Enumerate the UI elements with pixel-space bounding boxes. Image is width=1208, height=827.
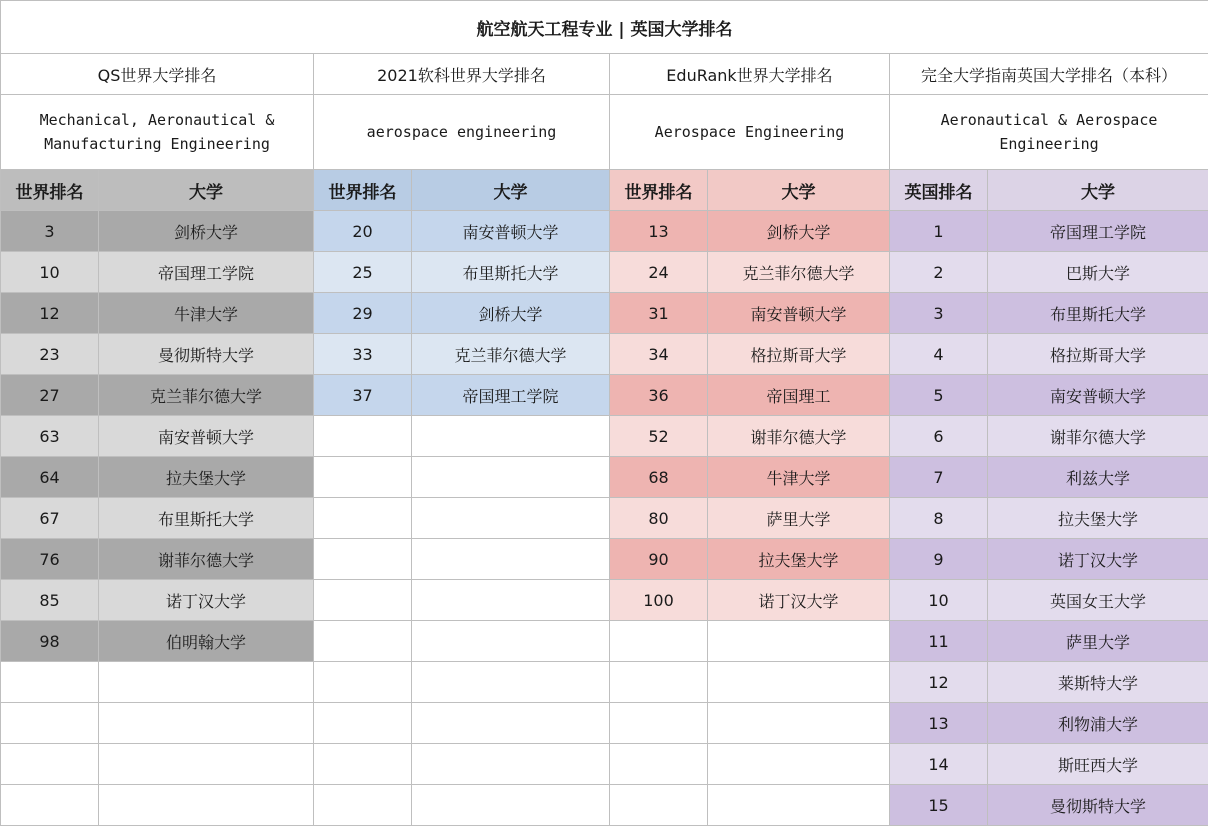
empty-cell [314, 498, 412, 539]
qs-uni-header: 大学 [99, 170, 314, 211]
edurank-source-name: EduRank世界大学排名 [610, 54, 890, 95]
qs-uni-cell: 曼彻斯特大学 [99, 334, 314, 375]
table-row [1, 293, 1208, 334]
qs-rank-header: 世界排名 [1, 170, 99, 211]
empty-cell [412, 785, 610, 826]
cug-uni-cell: 拉夫堡大学 [988, 498, 1208, 539]
qs-rank-cell: 67 [1, 498, 99, 539]
edurank-uni-cell: 格拉斯哥大学 [708, 334, 890, 375]
empty-cell [412, 662, 610, 703]
edurank-uni-cell: 帝国理工 [708, 375, 890, 416]
qs-uni-cell: 布里斯托大学 [99, 498, 314, 539]
empty-cell [610, 744, 708, 785]
edurank-rank-cell: 52 [610, 416, 708, 457]
ruanke-uni-cell: 克兰菲尔德大学 [412, 334, 610, 375]
cug-uni-cell: 斯旺西大学 [988, 744, 1208, 785]
qs-rank-cell: 76 [1, 539, 99, 580]
empty-cell [412, 744, 610, 785]
empty-cell [314, 662, 412, 703]
empty-cell [1, 703, 99, 744]
qs-source-name: QS世界大学排名 [1, 54, 314, 95]
edurank-rank-cell: 68 [610, 457, 708, 498]
qs-uni-cell: 谢菲尔德大学 [99, 539, 314, 580]
ruanke-subject [314, 95, 610, 170]
empty-cell [412, 457, 610, 498]
empty-cell [412, 539, 610, 580]
cug-rank-cell: 1 [890, 211, 988, 252]
edurank-rank-cell: 100 [610, 580, 708, 621]
qs-uni-cell: 诺丁汉大学 [99, 580, 314, 621]
empty-cell [412, 416, 610, 457]
edurank-rank-cell: 34 [610, 334, 708, 375]
qs-subject-text: Mechanical, Aeronautical & Manufacturing Engineering [39, 111, 275, 153]
qs-rank-cell: 98 [1, 621, 99, 662]
cug-uni-cell: 利兹大学 [988, 457, 1208, 498]
empty-cell [610, 785, 708, 826]
cug-uni-cell: 南安普顿大学 [988, 375, 1208, 416]
empty-cell [314, 785, 412, 826]
qs-rank-cell: 23 [1, 334, 99, 375]
qs-rank-cell: 64 [1, 457, 99, 498]
table-row [1, 498, 1208, 539]
empty-cell [1, 785, 99, 826]
empty-cell [1, 744, 99, 785]
ruanke-rank-cell: 37 [314, 375, 412, 416]
empty-cell [412, 580, 610, 621]
cug-uni-cell: 莱斯特大学 [988, 662, 1208, 703]
qs-uni-cell: 剑桥大学 [99, 211, 314, 252]
table-row [1, 457, 1208, 498]
edurank-uni-cell: 剑桥大学 [708, 211, 890, 252]
edurank-rank-cell: 24 [610, 252, 708, 293]
cug-rank-cell: 3 [890, 293, 988, 334]
ruanke-source-name: 2021软科世界大学排名 [314, 54, 610, 95]
cug-uni-cell: 萨里大学 [988, 621, 1208, 662]
empty-cell [412, 703, 610, 744]
empty-cell [314, 539, 412, 580]
edurank-uni-header: 大学 [708, 170, 890, 211]
empty-cell [708, 621, 890, 662]
cug-uni-cell: 曼彻斯特大学 [988, 785, 1208, 826]
empty-cell [314, 744, 412, 785]
empty-cell [99, 744, 314, 785]
qs-uni-cell: 拉夫堡大学 [99, 457, 314, 498]
table-row [1, 662, 1208, 703]
qs-rank-cell: 27 [1, 375, 99, 416]
qs-rank-cell: 10 [1, 252, 99, 293]
empty-cell [708, 744, 890, 785]
cug-uni-cell: 谢菲尔德大学 [988, 416, 1208, 457]
cug-rank-cell: 11 [890, 621, 988, 662]
qs-uni-cell: 帝国理工学院 [99, 252, 314, 293]
empty-cell [314, 703, 412, 744]
edurank-rank-header: 世界排名 [610, 170, 708, 211]
empty-cell [610, 662, 708, 703]
empty-cell [412, 621, 610, 662]
cug-subject-text: Aeronautical & Aerospace Engineering [940, 111, 1158, 153]
ruanke-rank-cell: 20 [314, 211, 412, 252]
table-row [1, 211, 1208, 252]
edurank-uni-cell: 牛津大学 [708, 457, 890, 498]
cug-uni-cell: 利物浦大学 [988, 703, 1208, 744]
page-title: 航空航天工程专业 | 英国大学排名 [1, 1, 1208, 54]
cug-rank-header: 英国排名 [890, 170, 988, 211]
cug-rank-cell: 14 [890, 744, 988, 785]
cug-rank-cell: 10 [890, 580, 988, 621]
edurank-uni-cell: 萨里大学 [708, 498, 890, 539]
cug-rank-cell: 12 [890, 662, 988, 703]
cug-rank-cell: 6 [890, 416, 988, 457]
cug-subject [890, 95, 1208, 170]
empty-cell [708, 785, 890, 826]
cug-rank-cell: 5 [890, 375, 988, 416]
qs-uni-cell: 南安普顿大学 [99, 416, 314, 457]
table-row [1, 621, 1208, 662]
table-row [1, 375, 1208, 416]
qs-rank-cell: 85 [1, 580, 99, 621]
cug-rank-cell: 8 [890, 498, 988, 539]
cug-uni-cell: 布里斯托大学 [988, 293, 1208, 334]
edurank-uni-cell: 诺丁汉大学 [708, 580, 890, 621]
table-row [1, 539, 1208, 580]
empty-cell [708, 662, 890, 703]
edurank-rank-cell: 80 [610, 498, 708, 539]
edurank-uni-cell: 谢菲尔德大学 [708, 416, 890, 457]
edurank-subject [610, 95, 890, 170]
table-row [1, 785, 1208, 826]
ruanke-rank-cell: 25 [314, 252, 412, 293]
qs-uni-cell: 伯明翰大学 [99, 621, 314, 662]
ruanke-rank-cell: 33 [314, 334, 412, 375]
cug-uni-cell: 帝国理工学院 [988, 211, 1208, 252]
empty-cell [412, 498, 610, 539]
edurank-rank-cell: 90 [610, 539, 708, 580]
cug-uni-cell: 巴斯大学 [988, 252, 1208, 293]
ruanke-subject-text: aerospace engineering [366, 123, 557, 141]
edurank-uni-cell: 南安普顿大学 [708, 293, 890, 334]
qs-subject [1, 95, 314, 170]
ruanke-rank-cell: 29 [314, 293, 412, 334]
cug-uni-cell: 英国女王大学 [988, 580, 1208, 621]
empty-cell [708, 703, 890, 744]
ruanke-uni-cell: 布里斯托大学 [412, 252, 610, 293]
empty-cell [314, 580, 412, 621]
qs-rank-cell: 3 [1, 211, 99, 252]
cug-rank-cell: 9 [890, 539, 988, 580]
table-row [1, 703, 1208, 744]
cug-rank-cell: 2 [890, 252, 988, 293]
cug-rank-cell: 15 [890, 785, 988, 826]
table-row [1, 580, 1208, 621]
empty-cell [314, 457, 412, 498]
empty-cell [314, 621, 412, 662]
empty-cell [1, 662, 99, 703]
table-row [1, 416, 1208, 457]
table-row [1, 744, 1208, 785]
edurank-uni-cell: 拉夫堡大学 [708, 539, 890, 580]
edurank-rank-cell: 36 [610, 375, 708, 416]
cug-source-name: 完全大学指南英国大学排名（本科） [890, 54, 1208, 95]
qs-rank-cell: 63 [1, 416, 99, 457]
cug-uni-cell: 诺丁汉大学 [988, 539, 1208, 580]
cug-uni-header: 大学 [988, 170, 1208, 211]
qs-uni-cell: 牛津大学 [99, 293, 314, 334]
qs-uni-cell: 克兰菲尔德大学 [99, 375, 314, 416]
cug-rank-cell: 7 [890, 457, 988, 498]
ruanke-rank-header: 世界排名 [314, 170, 412, 211]
empty-cell [99, 662, 314, 703]
cug-rank-cell: 4 [890, 334, 988, 375]
cug-rank-cell: 13 [890, 703, 988, 744]
empty-cell [610, 703, 708, 744]
empty-cell [314, 416, 412, 457]
edurank-rank-cell: 13 [610, 211, 708, 252]
cug-uni-cell: 格拉斯哥大学 [988, 334, 1208, 375]
table-row [1, 334, 1208, 375]
qs-rank-cell: 12 [1, 293, 99, 334]
table-row [1, 252, 1208, 293]
empty-cell [99, 703, 314, 744]
ruanke-uni-cell: 南安普顿大学 [412, 211, 610, 252]
empty-cell [610, 621, 708, 662]
edurank-uni-cell: 克兰菲尔德大学 [708, 252, 890, 293]
ruanke-uni-header: 大学 [412, 170, 610, 211]
edurank-subject-text: Aerospace Engineering [654, 123, 845, 141]
edurank-rank-cell: 31 [610, 293, 708, 334]
ruanke-uni-cell: 剑桥大学 [412, 293, 610, 334]
ruanke-uni-cell: 帝国理工学院 [412, 375, 610, 416]
empty-cell [99, 785, 314, 826]
